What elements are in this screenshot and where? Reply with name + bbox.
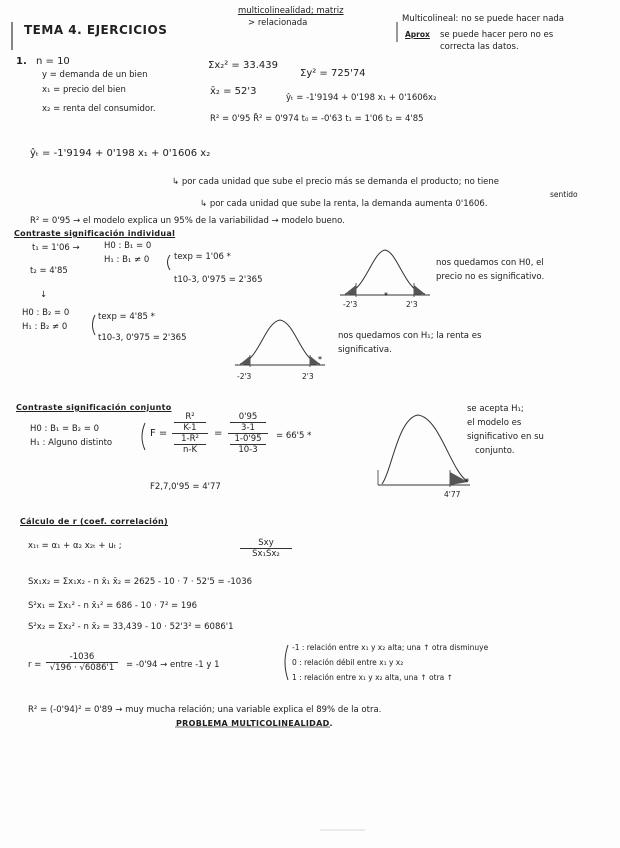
r-result: = -0'94 → entre -1 y 1 bbox=[126, 660, 220, 670]
r-brace-zero: 0 : relación débil entre x₁ y x₂ bbox=[292, 658, 404, 667]
f2-den-top: 1-0'95 bbox=[230, 434, 266, 445]
f-num-bot: K-1 bbox=[183, 423, 197, 433]
h0-b1: H0 : B₁ = 0 bbox=[104, 241, 152, 251]
top-note-1: multicolinealidad; matriz bbox=[238, 6, 344, 16]
x1-definition: x₁ = precio del bien bbox=[42, 85, 126, 95]
joint-conclusion-c: significativo en su bbox=[467, 432, 544, 442]
tcrit-1: t10-3, 0'975 = 2'365 bbox=[174, 275, 263, 285]
s2x1-calc: S²x₁ = Σx₁² - n x̄₁² = 686 - 10 · 7² = 196 bbox=[28, 601, 198, 611]
r-def-den: Sx₁Sx₂ bbox=[252, 549, 280, 559]
conclusion-2a: nos quedamos con H₁; la renta es bbox=[338, 331, 482, 341]
r-den: √196 · √6086'1 bbox=[49, 663, 115, 673]
f-num-top: R² bbox=[174, 412, 206, 423]
joint-heading: Contraste significación conjunto bbox=[16, 403, 172, 412]
f-value-fraction bbox=[228, 412, 268, 455]
multicollinearity-conclusion: PROBLEMA MULTICOLINEALIDAD. bbox=[176, 719, 333, 728]
h1-b1: H₁ : B₁ ≠ 0 bbox=[104, 255, 150, 265]
svg-text:*: * bbox=[465, 477, 469, 486]
r-def-num: Sxy bbox=[240, 538, 292, 549]
f-result: = 66'5 * bbox=[276, 431, 312, 441]
fitted-equation-top: ŷₜ = -1'9194 + 0'198 x₁ + 0'1606x₂ bbox=[286, 93, 437, 103]
conclusion-1a: nos quedamos con H0, el bbox=[436, 258, 544, 268]
t1-value: t₁ = 1'06 → bbox=[32, 243, 80, 253]
t2-arrow: ↓ bbox=[40, 290, 48, 300]
f-label: F = bbox=[150, 428, 168, 439]
x2-definition: x₂ = renta del consumidor. bbox=[42, 104, 156, 114]
right-note-1: Multicolineal: no se puede hacer nada bbox=[402, 14, 565, 24]
joint-conclusion-b: el modelo es bbox=[467, 418, 522, 428]
f2-den-bot: 10-3 bbox=[238, 445, 258, 455]
bell-curve-1 bbox=[340, 250, 430, 300]
curve2-right-label: 2'3 bbox=[302, 372, 314, 381]
interpretation-price-sentido: sentido bbox=[550, 190, 578, 199]
notebook-page: * * * TEMA 4. EJERCICIOS multicolinealidad; matriz > relacionada Multicolineal: no se puede hacer nada Aprox se puede hacer pero no es correcta las datos. 1. n = 10 y = demanda de un bien x₁ = precio del bien x₂ = renta del consumidor. Σx₂² = 33.439 Σy² = 725'74 x̄₂ = 52'3 ŷₜ = -1'9194 + 0'198 x₁ + 0'1606x₂ R² = 0'95 R̄² = 0'974 t₀ = -0'63 t₁ = 1'06 t₂ = 4'85 ŷₜ = -1'9194 + 0'198 x₁ + 0'1606 x₂ ↳ por cada unidad que sube el precio más se demanda el producto; no tiene sentido ↳ por cada unidad que sube la renta, la demanda aumenta 0'1606. R² = 0'95 → el modelo explica un 95% de la variabilidad → modelo bueno. Contraste significación individual t₁ = 1'06 → H0 : B₁ = 0 H₁ : B₁ ≠ 0 texp = 1'06 * t10-3, 0'975 = 2'365 t₂ = 4'85 ↓ H0 : B₂ = 0 H₁ : B₂ ≠ 0 texp = 4'85 * t10-3, 0'975 = 2'365 -2'3 2'3 -2'3 2'3 nos quedamos con H0, el precio no es significativo. nos quedamos con H₁; la renta es significativa. Contraste significación conjunto H0 : B₁ = B₂ = 0 H₁ : Alguno distinto F = R² K-1 1-R² n-K = 0'95 3-1 1-0'95 10-3 = 66'5 * F2,7,0'95 = 4'77 4'77 se acepta H₁; el modelo es significativo en su conjunto. Cálculo de r (coef. correlación) x₁ₜ = α₁ + α₂ x₂ₜ + uₜ ; Sxy Sx₁Sx₂ Sx₁x₂ = Σx₁x₂ - n x̄₁ x̄₂ = 2625 - 10 · 7 · 52'5 = -1036 S²x₁ = Σx₁² - n x̄₁² = 686 - 10 · 7² = 196 S²x₂ = Σx₂² - n x̄₂ = 33,439 - 10 · 52'3² = 6086'1 r = $\frac{-1036}{√196 \cdot √6086'1}$ = -0'94 → entre -1 y 1 -1 : relación entre x₁ y x₂ alta; una ↑ otra disminuye 0 : relación débil entre x₁ y x₂ 1 : relación entre x₁ y x₂ alta, una ↑ otra ↑ R² = (-0'94)² = 0'89 → muy mucha relación; una variable explica el 89% de la otra. PROBLEMA MULTICOLINEALIDAD. bbox=[0, 0, 620, 848]
brace-joint bbox=[142, 423, 145, 450]
f-den-bot: n-K bbox=[182, 445, 198, 455]
f-curve bbox=[378, 415, 470, 487]
r-definition-fraction bbox=[240, 538, 292, 559]
interpretation-income: ↳ por cada unidad que sube la renta, la demanda aumenta 0'1606. bbox=[200, 199, 488, 209]
joint-conclusion-d: conjunto. bbox=[475, 446, 515, 456]
conclusion-2b: significativa. bbox=[338, 345, 392, 355]
n-value: n = 10 bbox=[36, 56, 70, 67]
right-note-3: correcta las datos. bbox=[440, 42, 519, 52]
f2-num-bot: 3-1 bbox=[241, 423, 255, 433]
r2-statistics: R² = 0'95 R̄² = 0'974 t₀ = -0'63 t₁ = 1'06 t₂ = 4'85 bbox=[210, 114, 424, 124]
sum-x2-squared: Σx₂² = 33.439 bbox=[208, 60, 278, 71]
interpretation-price: ↳ por cada unidad que sube el precio más se demanda el producto; no tiene bbox=[172, 177, 500, 187]
f-formula-fraction bbox=[172, 412, 208, 455]
r-value-fraction bbox=[46, 652, 118, 673]
exercise-number: 1. bbox=[16, 56, 27, 67]
brace-1 bbox=[168, 255, 171, 270]
r2-interpretation: R² = 0'95 → el modelo explica un 95% de la variabilidad → modelo bueno. bbox=[30, 216, 345, 226]
svg-text:*: * bbox=[318, 355, 322, 364]
joint-h0: H0 : B₁ = B₂ = 0 bbox=[30, 424, 100, 434]
individual-heading: Contraste significación individual bbox=[14, 229, 176, 238]
mean-x2: x̄₂ = 52'3 bbox=[210, 86, 257, 97]
curve1-left-label: -2'3 bbox=[343, 300, 358, 309]
page-title: TEMA 4. EJERCICIOS bbox=[24, 23, 168, 37]
joint-conclusion-a: se acepta H₁; bbox=[467, 404, 524, 414]
fitted-equation: ŷₜ = -1'9194 + 0'198 x₁ + 0'1606 x₂ bbox=[30, 148, 211, 159]
right-note-2: se puede hacer pero no es bbox=[440, 30, 554, 40]
texp-1: texp = 1'06 * bbox=[174, 252, 231, 262]
svg-text:*: * bbox=[384, 291, 388, 300]
sum-y-squared: Σy² = 725'74 bbox=[300, 68, 366, 79]
r-brace-neg: -1 : relación entre x₁ y x₂ alta; una ↑ otra disminuye bbox=[292, 643, 489, 652]
bell-curve-2 bbox=[235, 320, 325, 367]
curve1-right-label: 2'3 bbox=[406, 300, 418, 309]
t2-value: t₂ = 4'85 bbox=[30, 266, 68, 276]
texp-2: texp = 4'85 * bbox=[98, 312, 155, 322]
y-definition: y = demanda de un bien bbox=[42, 70, 148, 80]
sx1x2-calc: Sx₁x₂ = Σx₁x₂ - n x̄₁ x̄₂ = 2625 - 10 · 7 · 52'5 = -1036 bbox=[28, 577, 253, 587]
top-note-2: > relacionada bbox=[248, 18, 308, 28]
f-critical: F2,7,0'95 = 4'77 bbox=[150, 482, 221, 492]
h0-b2: H0 : B₂ = 0 bbox=[22, 308, 70, 318]
h1-b2: H₁ : B₂ ≠ 0 bbox=[22, 322, 68, 332]
f-den-top: 1-R² bbox=[174, 434, 206, 445]
joint-h1: H₁ : Alguno distinto bbox=[30, 438, 113, 448]
tcrit-2: t10-3, 0'975 = 2'365 bbox=[98, 333, 187, 343]
f2-num-top: 0'95 bbox=[230, 412, 266, 423]
r-num: -1036 bbox=[46, 652, 118, 663]
f-curve-label: 4'77 bbox=[444, 490, 461, 499]
curve2-left-label: -2'3 bbox=[237, 372, 252, 381]
right-note-label: Aprox bbox=[405, 30, 430, 39]
r-brace bbox=[285, 645, 288, 680]
brace-2 bbox=[93, 315, 96, 335]
r-label: r = bbox=[28, 660, 42, 670]
conclusion-1b: precio no es significativo. bbox=[436, 272, 545, 282]
correlation-heading: Cálculo de r (coef. correlación) bbox=[20, 517, 168, 526]
s2x2-calc: S²x₂ = Σx₂² - n x̄₂ = 33,439 - 10 · 52'3² = 6086'1 bbox=[28, 622, 234, 632]
r-brace-pos: 1 : relación entre x₁ y x₂ alta, una ↑ otra ↑ bbox=[292, 673, 453, 682]
auxiliary-model: x₁ₜ = α₁ + α₂ x₂ₜ + uₜ ; bbox=[28, 541, 122, 551]
r2-final: R² = (-0'94)² = 0'89 → muy mucha relación; una variable explica el 89% de la otra. bbox=[28, 705, 382, 715]
